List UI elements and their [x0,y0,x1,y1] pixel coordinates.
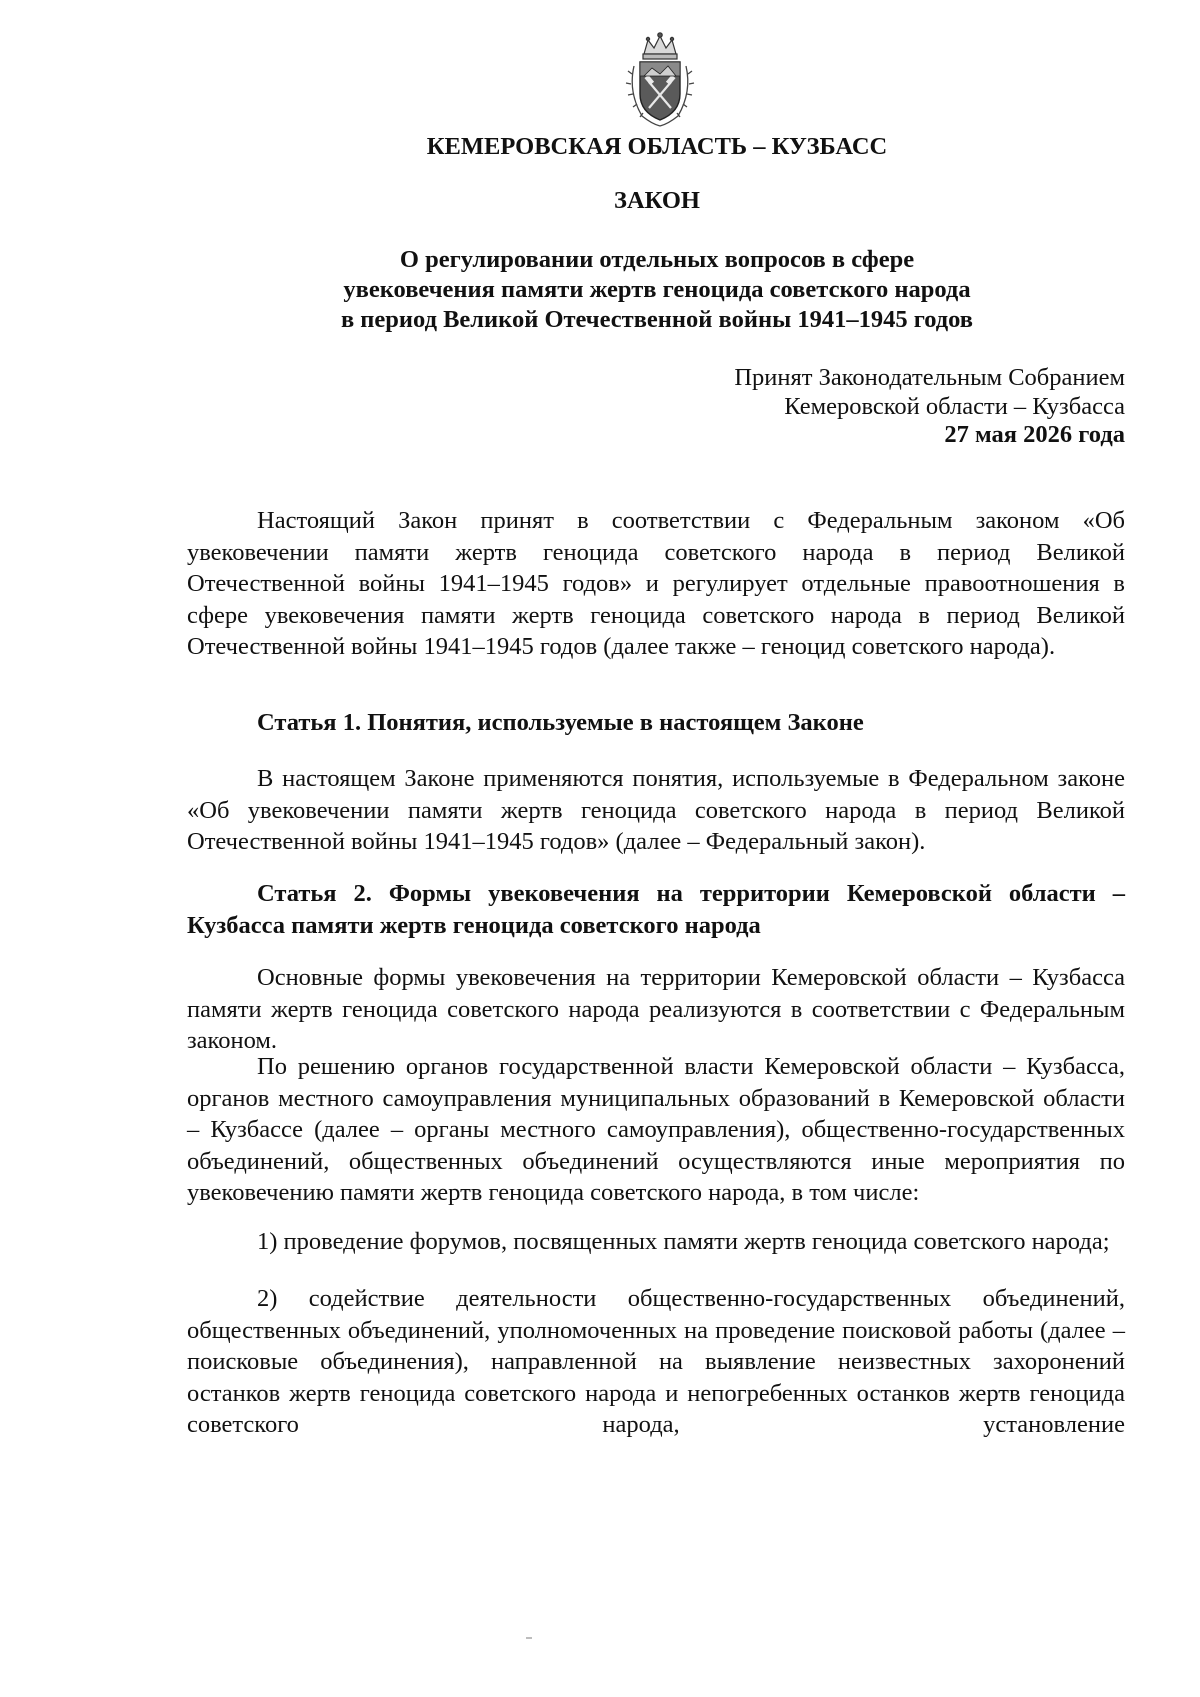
adoption-line-1: Принят Законодательным Собранием [734,364,1125,391]
article-2-list-item-1: 1) проведение форумов, посвященных памяти жертв геноцида советского народа; [257,1228,1110,1255]
law-title-line-3: в период Великой Отечественной войны 1941–1945 годов [340,306,974,333]
article-2-paragraph-1: Основные формы увековечения на территории Кемеровской области – Кузбасса памяти жертв геноцида советского народа реализуются в соответствии с Федеральным законом. [187,964,1125,1055]
law-title-line-1: О регулировании отдельных вопросов в сфере [399,246,915,273]
region-title: КЕМЕРОВСКАЯ ОБЛАСТЬ – КУЗБАСС [426,133,888,160]
article-2-paragraph-2: По решению органов государственной власти Кемеровской области – Кузбасса, органов местного самоуправления муниципальных образований в Кемеровской области – Кузбассе (далее – органы местного самоуправления), общественно-государственных объединений, общественных объединений осуществляются иные мероприятия по увековечению памяти жертв геноцида советского народа, в том числе: [187,1053,1125,1207]
adoption-line-2: Кемеровской области – Кузбасса [784,393,1125,420]
article-1-heading: Статья 1. Понятия, используемые в настоящем Законе [257,709,864,736]
article-1-text: В настоящем Законе применяются понятия, используемые в Федеральном законе «Об увековечении памяти жертв геноцида советского народа в период Великой Отечественной войны 1941–1945 годов» (далее – Федеральный закон). [187,765,1125,856]
article-2-heading: Статья 2. Формы увековечения на территории Кемеровской области – Кузбасса памяти жертв геноцида советского народа [187,880,1125,939]
preamble-paragraph: Настоящий Закон принят в соответствии с Федеральным законом «Об увековечении памяти жертв геноцида советского народа в период Великой Отечественной войны 1941–1945 годов» и регулирует отдельные правоотношения в сфере увековечения памяти жертв геноцида советского народа в период Великой Отечественной войны 1941–1945 годов (далее также – геноцид советского народа). [187,507,1125,661]
article-2-list-item-2: 2) содействие деятельности общественно-государственных объединений, общественных объединений, уполномоченных на проведение поисковой работы (далее – поисковые объединения), направленной на выявление неизвестных захоронений останков жертв геноцида советского народа и непогребенных останков жертв геноцида советского народа, установление [187,1285,1125,1439]
law-title-line-2: увековечения памяти жертв геноцида советского народа [343,276,971,303]
document-type: ЗАКОН [614,187,700,214]
scan-speck [526,1637,532,1639]
coat-of-arms-emblem-icon [622,30,698,130]
adoption-date: 27 мая 2026 года [944,421,1125,448]
